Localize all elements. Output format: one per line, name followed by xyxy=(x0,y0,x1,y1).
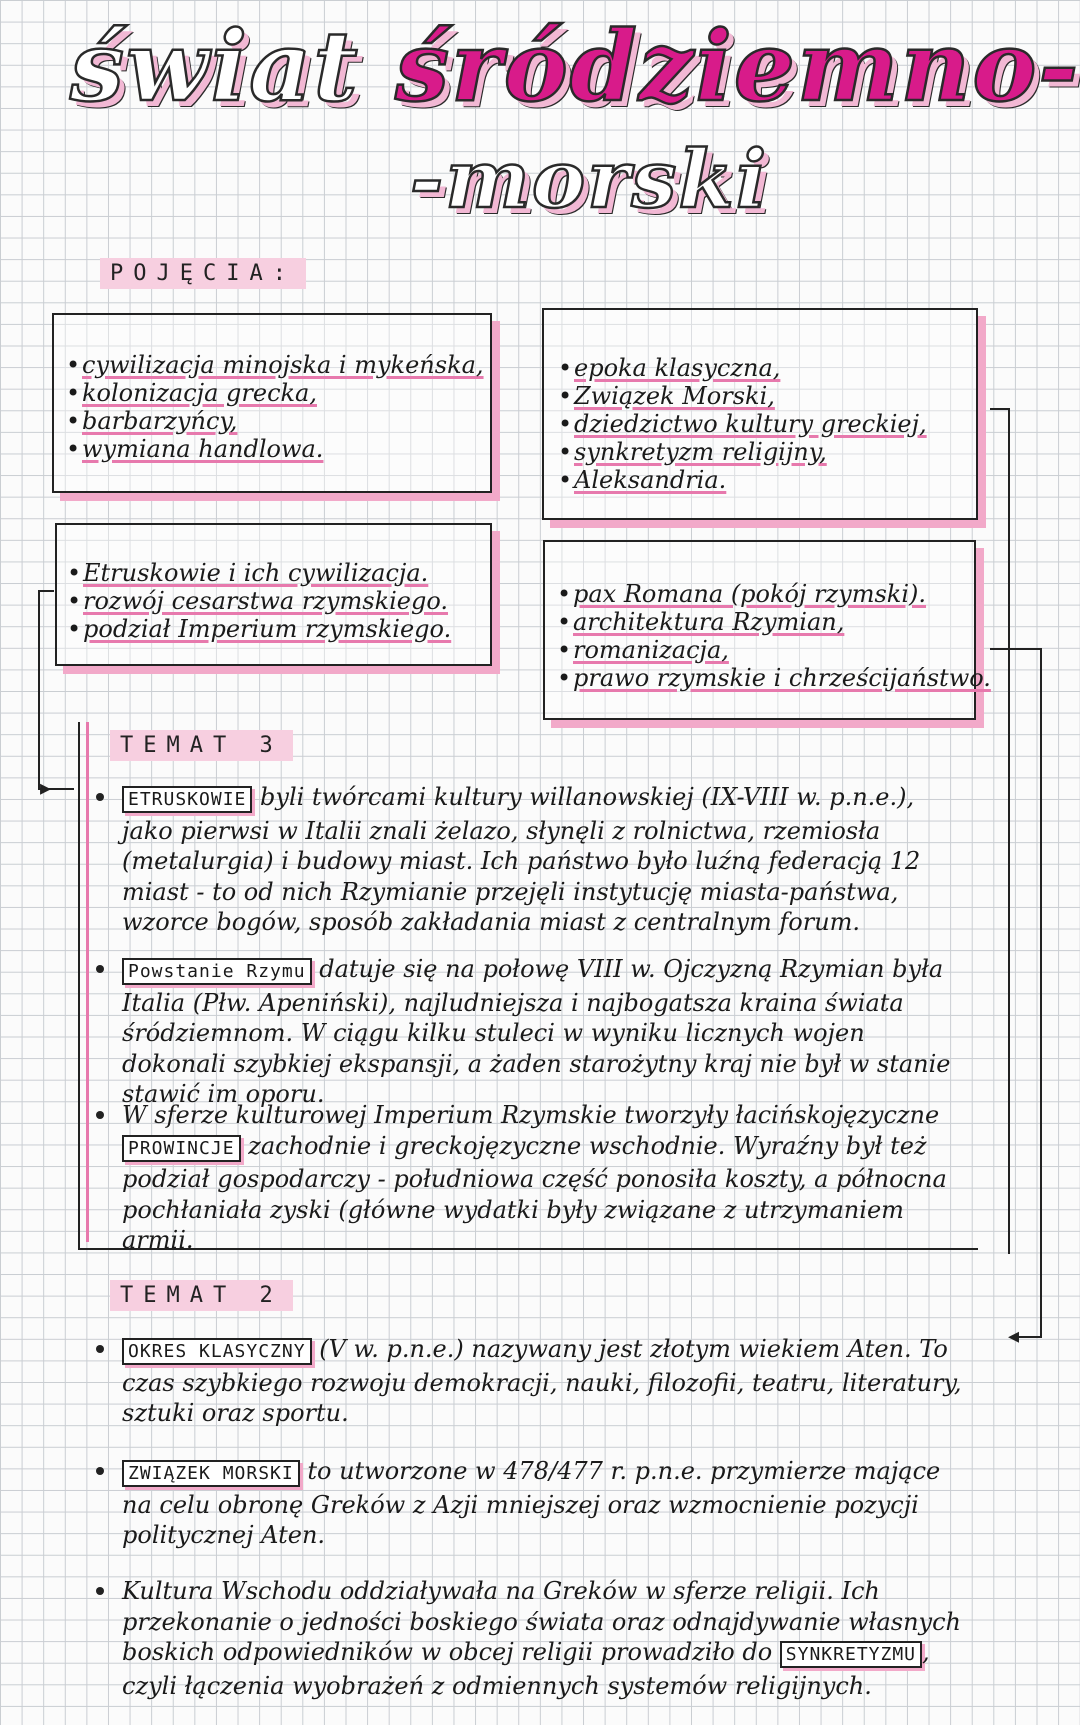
term-tag: Powstanie Rzymu xyxy=(122,958,312,985)
concept-item: • romanizacja, xyxy=(559,636,974,664)
paragraph-text: Kultura Wschodu oddziaływała na Greków w sferze religii. Ich przekonanie o jedności boskiego świata oraz odnajdywanie własnych boskich odpowiedników w obcej religii prowadziło do xyxy=(122,1577,962,1666)
temat3-label: TEMAT 3 xyxy=(110,730,293,761)
temat2-paragraph-2 xyxy=(96,1456,966,1551)
page-title-line2: -morski xyxy=(410,132,769,226)
term-tag: ZWIĄZEK MORSKI xyxy=(122,1460,300,1487)
concept-box-top-left xyxy=(52,313,492,493)
connector-line xyxy=(1015,1336,1042,1338)
concept-box-bottom-left xyxy=(55,523,492,666)
paragraph-text: (V w. p.n.e.) nazywany jest złotym wiekiem Aten. To czas szybkiego rozwoju demokracji, nauki, filozofii, teatru, literatury, sztuki oraz sportu. xyxy=(122,1335,962,1427)
connector-line xyxy=(38,590,40,790)
concept-item: • prawo rzymskie i chrześcijaństwo. xyxy=(559,664,974,692)
temat3-paragraph-3 xyxy=(96,1100,976,1256)
title-word-swiat: świat xyxy=(70,10,360,123)
paragraph-text: to utworzone w 478/477 r. p.n.e. przymierze mające na celu obronę Greków z Azji mniejszej oraz wzmocnienie pozycji politycznej Aten. xyxy=(122,1457,941,1549)
term-tag: OKRES KLASYCZNY xyxy=(122,1338,312,1365)
connector-line xyxy=(990,648,1042,650)
concept-item: • epoka klasyczna, xyxy=(560,354,976,382)
term-tag: ETRUSKOWIE xyxy=(122,786,252,813)
temat2-label: TEMAT 2 xyxy=(110,1280,293,1311)
temat2-paragraph-3 xyxy=(96,1576,976,1701)
temat3-paragraph-1 xyxy=(96,782,966,938)
temat3-frame-left xyxy=(78,722,80,1250)
connector-line xyxy=(990,408,1010,410)
term-tag: SYNKRETYZMU xyxy=(780,1641,922,1668)
concept-item: • rozwój cesarstwa rzymskiego. xyxy=(69,587,490,615)
concept-box-bottom-right xyxy=(543,540,991,720)
concept-item: • barbarzyńcy, xyxy=(68,407,490,435)
temat2-paragraph-1 xyxy=(96,1334,966,1429)
connector-line xyxy=(1040,648,1042,1338)
concept-item: • wymiana handlowa. xyxy=(68,435,490,463)
connector-line xyxy=(38,590,54,592)
concept-item: • cywilizacja minojska i mykeńska, xyxy=(68,351,490,379)
concept-item: • architektura Rzymian, xyxy=(559,608,974,636)
arrow-left-icon: ◂ xyxy=(1008,1324,1020,1349)
concept-item: • dziedzictwo kultury greckiej, xyxy=(560,410,976,438)
title-word-srodziemno: śródziemno- xyxy=(395,10,1080,123)
concept-item: • podział Imperium rzymskiego. xyxy=(69,615,490,643)
concept-item: • synkretyzm religijny, xyxy=(560,438,976,466)
paragraph-text: byli twórcami kultury willanowskiej (IX-VIII w. p.n.e.), jako pierwsi w Italii znali żelazo, słynęli z rolnictwa, rzemiosła (metalurgia) i budowy miast. Ich państwo było luźną federacją 12 miast - to od nich Rzymianie przejęli instytucję miasta-państwa, wzorce bogów, sposób zakładania miast z centralnym forum. xyxy=(122,783,921,936)
paragraph-text: zachodnie i greckojęzyczne wschodnie. Wyraźny był też podział gospodarczy - południowa część ponosiła koszty, a północna pochłaniała zyski (główne wydatki były związane z utrzymaniem armii. xyxy=(122,1131,947,1254)
paragraph-text: W sferze kulturowej Imperium Rzymskie tworzyły łacińskojęzyczne xyxy=(122,1101,940,1129)
page-title-line1 xyxy=(70,10,1080,123)
paragraph-text: datuje się na połowę VIII w. Ojczyzną Rzymian była Italia (Płw. Apeniński), najludniejsza i najbogatsza kraina świata śródziemnom. W ciągu kilku stuleci w wyniku licznych wojen dokonali szybkiej ekspansji, a żaden starożytny kraj nie był w stanie stawić im oporu. xyxy=(122,955,951,1108)
concept-box-top-right xyxy=(542,308,978,520)
concept-item: • kolonizacja grecka, xyxy=(68,379,490,407)
term-tag: PROWINCJE xyxy=(122,1135,241,1162)
temat3-frame-accent xyxy=(86,722,89,1242)
concept-item: • Związek Morski, xyxy=(560,382,976,410)
connector-line xyxy=(1008,408,1010,1254)
pojecia-label: POJĘCIA: xyxy=(100,258,306,289)
concept-item: • Etruskowie i ich cywilizacja. xyxy=(69,559,490,587)
concept-item: • Aleksandria. xyxy=(560,466,976,494)
connector-line xyxy=(38,788,74,790)
paragraph-text: , czyli łączenia wyobrażeń z odmiennych systemów religijnych. xyxy=(122,1638,930,1700)
temat3-paragraph-2 xyxy=(96,954,966,1110)
concept-item: • pax Romana (pokój rzymski). xyxy=(559,580,974,608)
